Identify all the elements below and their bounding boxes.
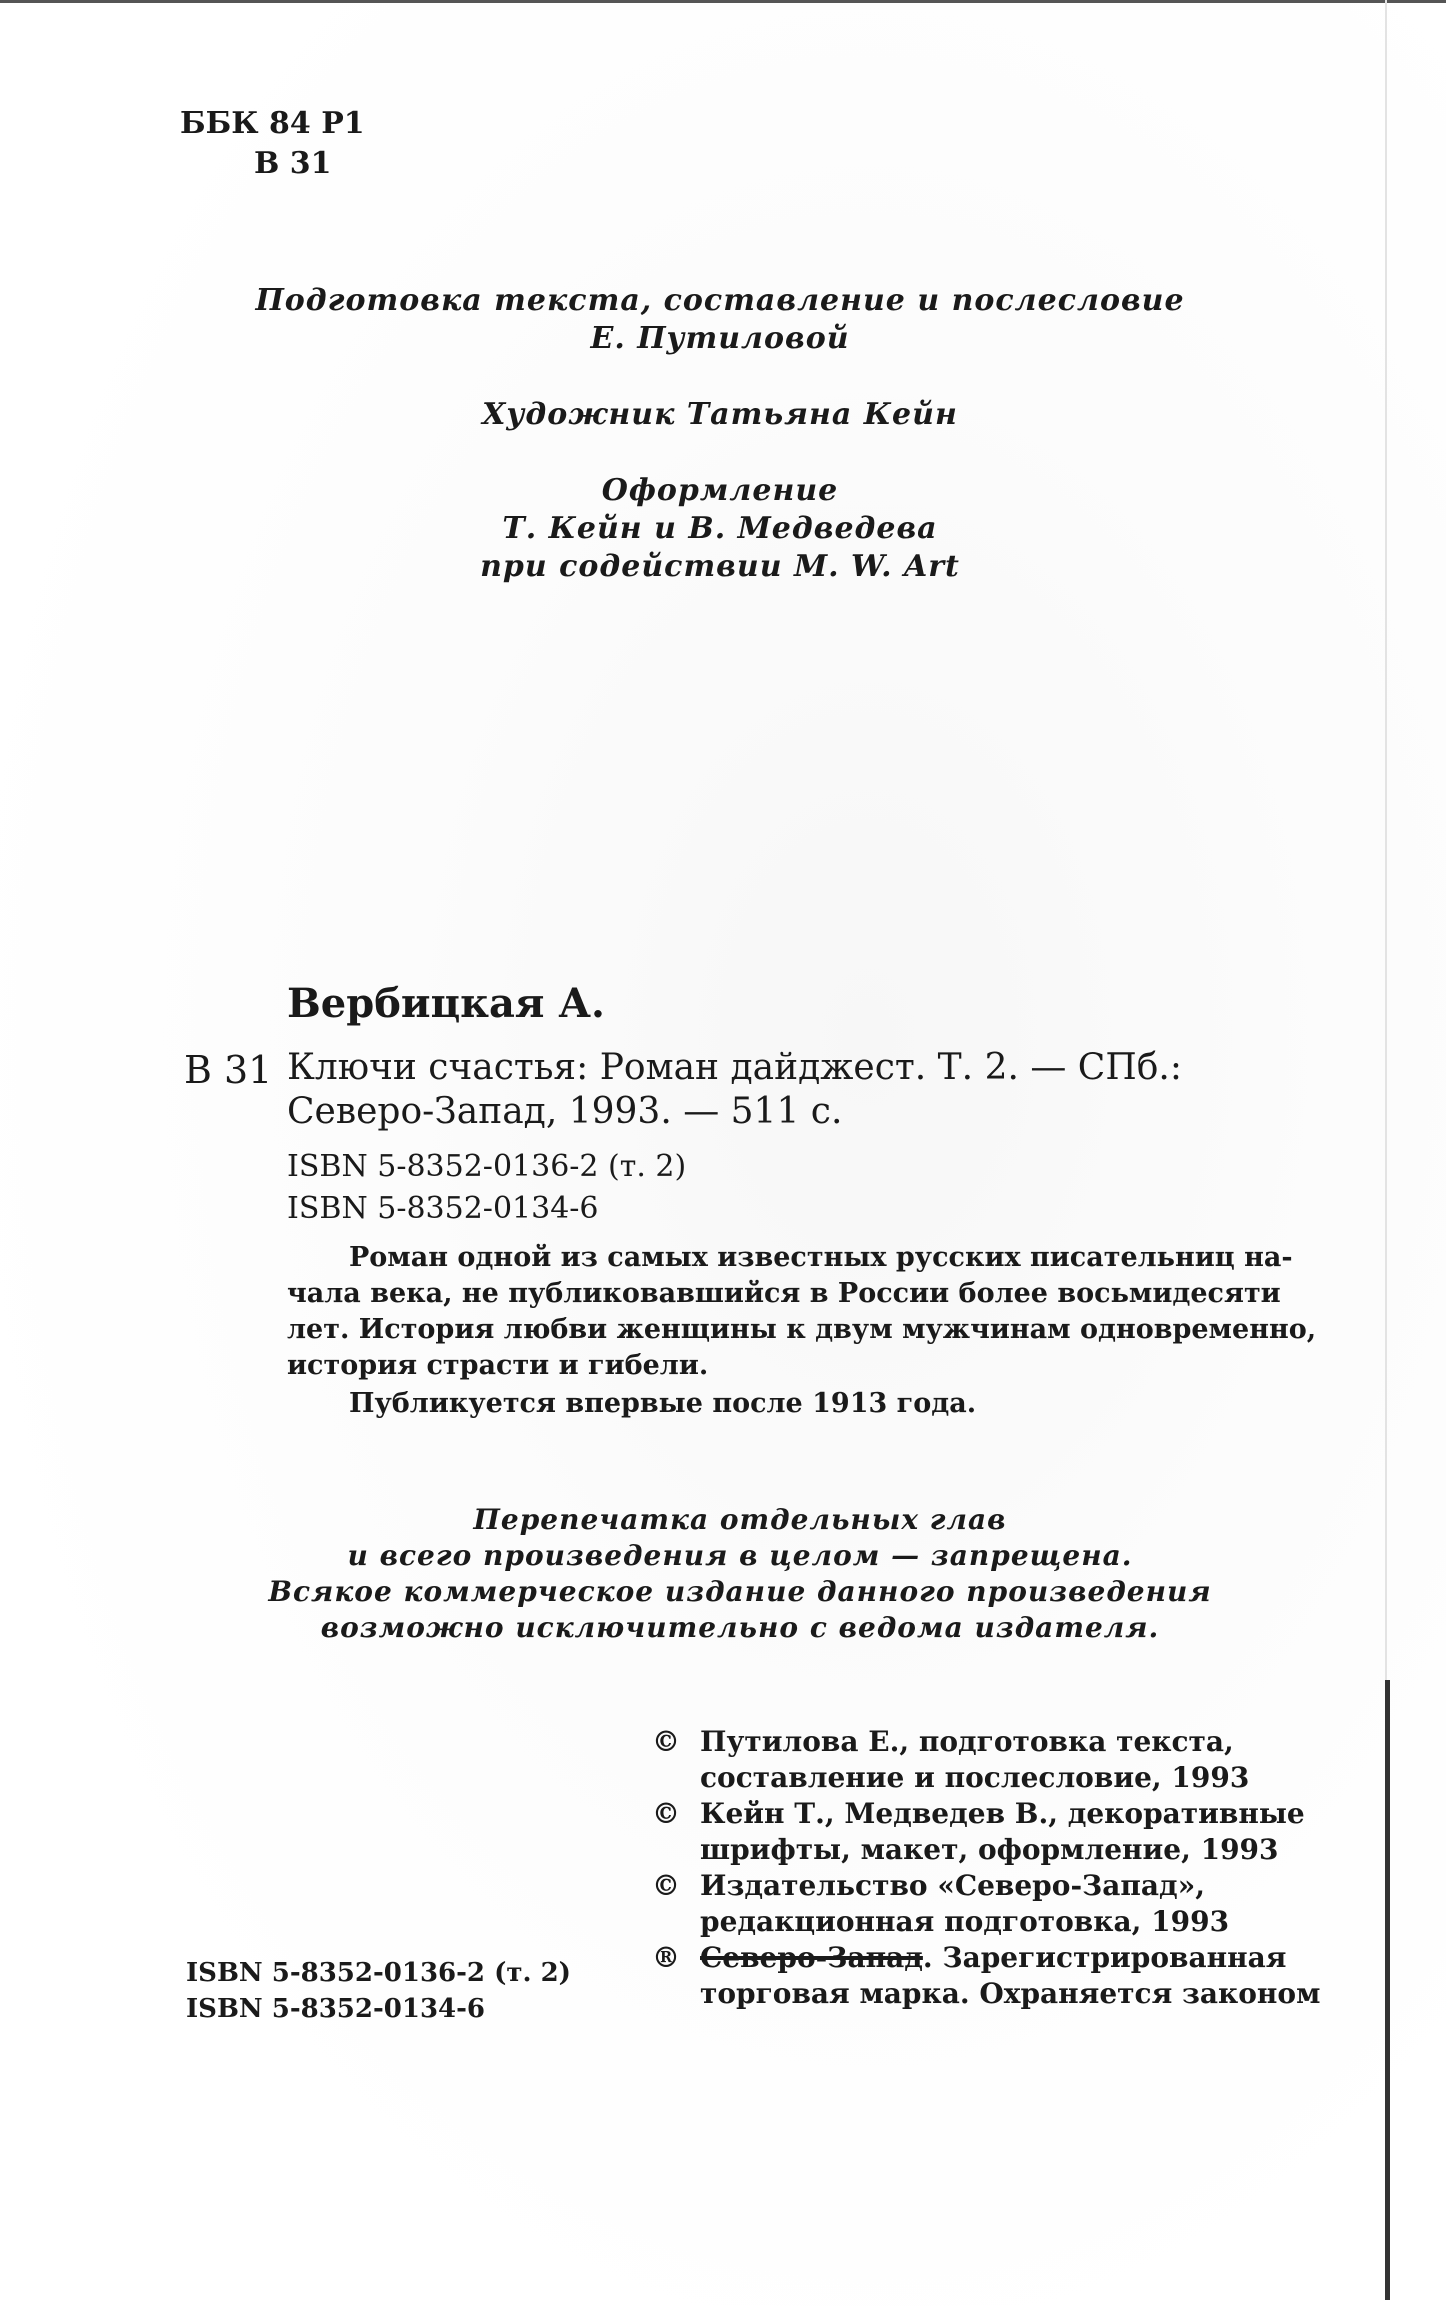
- publication-note: Публикуется впервые после 1913 года.: [349, 1388, 977, 1419]
- struck-trademark: Северо-Запад: [700, 1941, 923, 1974]
- registered-symbol: ®: [652, 1941, 680, 1974]
- catalog-author: Вербицкая А.: [287, 980, 605, 1027]
- isbn-set: ISBN 5-8352-0134-6: [287, 1191, 599, 1226]
- catalog-isbn: [287, 1146, 686, 1230]
- notice-line: и всего произведения в целом — запрещена.: [347, 1539, 1133, 1572]
- artist-line: Художник Татьяна Кейн: [482, 397, 958, 432]
- copyright-symbol: ©: [652, 1869, 680, 1902]
- footer-isbn-set: ISBN 5-8352-0134-6: [186, 1994, 486, 2024]
- credits-block: [240, 282, 1200, 624]
- bbk-block: [180, 104, 365, 184]
- catalog-title-line: Северо-Запад, 1993. — 511 с.: [287, 1091, 843, 1132]
- preparation-credit: [240, 282, 1200, 358]
- copyright-item: © Путилова Е., подготовка текста, составление и послесловие, 1993: [652, 1725, 1250, 1794]
- catalog-title: [287, 1046, 1182, 1134]
- catalog-code: В 31: [184, 1048, 273, 1092]
- bbk-index: ББК 84 Р1: [180, 106, 365, 141]
- notice-line: Перепечатка отдельных глав: [473, 1503, 1007, 1536]
- copyright-symbol: ©: [652, 1725, 680, 1758]
- design-label: Оформление: [601, 473, 839, 508]
- copyright-item: © Кейн Т., Медведев В., декоративные шрифты, макет, оформление, 1993: [652, 1797, 1305, 1866]
- preparation-name: Е. Путиловой: [590, 321, 850, 356]
- top-border: [0, 0, 1446, 3]
- notice-line: возможно исключительно с ведома издателя.: [320, 1611, 1160, 1644]
- author-mark: В 31: [254, 146, 332, 181]
- notice-line: Всякое коммерческое издание данного произведения: [268, 1575, 1212, 1608]
- isbn-volume: ISBN 5-8352-0136-2 (т. 2): [287, 1149, 687, 1184]
- abstract: [287, 1240, 1327, 1422]
- footer-isbn: [186, 1955, 571, 2027]
- design-assist: при содействии M. W. Art: [480, 549, 960, 584]
- footer-isbn-volume: ISBN 5-8352-0136-2 (т. 2): [186, 1958, 571, 1988]
- copyright-item: © Издательство «Северо-Запад», редакционная подготовка, 1993: [652, 1869, 1230, 1938]
- catalog-title-line: Ключи счастья: Роман дайджест. Т. 2. — СПб.:: [287, 1047, 1182, 1088]
- copyright-list: [652, 1724, 1352, 2012]
- page-edge: [1385, 1680, 1390, 2300]
- copyright-notice: [240, 1502, 1240, 1646]
- artist-credit: [240, 396, 1200, 434]
- trademark-item: ® Северо-Запад. Зарегистрированная торговая марка. Охраняется законом: [652, 1941, 1321, 2010]
- design-names: Т. Кейн и В. Медведева: [502, 511, 938, 546]
- abstract-text: Роман одной из самых известных русских писательниц на- чала века, не публиковавшийся в России более восьмидесяти лет. История любви женщины к двум мужчинам одновременно, история страсти и гибели.: [287, 1242, 1317, 1381]
- page-edge-light: [1385, 0, 1387, 1680]
- preparation-line: Подготовка текста, составление и послесловие: [255, 283, 1185, 318]
- design-credit: [240, 472, 1200, 586]
- copyright-symbol: ©: [652, 1797, 680, 1830]
